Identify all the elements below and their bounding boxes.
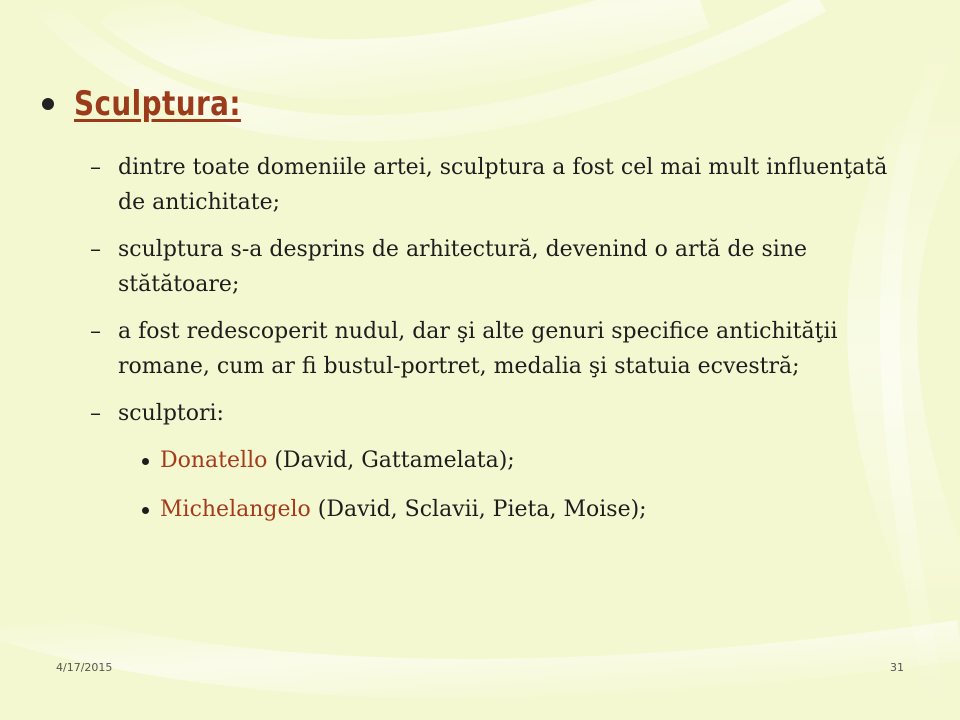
title-row	[42, 84, 278, 124]
dash-marker: –	[90, 401, 101, 426]
list-item	[90, 150, 890, 220]
sub-list-item	[90, 492, 890, 527]
list-item	[90, 232, 890, 302]
dash-marker: –	[90, 319, 101, 344]
list-item	[90, 314, 890, 384]
list-item-text: dintre toate domeniile artei, sculptura a fost cel mai mult influenţată de antichitate;	[118, 155, 888, 215]
list-item-text: sculptori:	[118, 401, 224, 426]
bullet-list	[90, 150, 890, 541]
sculptor-works: (David, Sclavii, Pieta, Moise);	[310, 497, 647, 522]
slide-title: Sculptura:	[74, 84, 241, 124]
bullet-icon	[42, 98, 54, 110]
dash-marker: –	[90, 155, 101, 180]
list-item	[90, 396, 890, 431]
list-item-text: a fost redescoperit nudul, dar şi alte genuri specifice antichităţii romane, cum ar fi bustul-portret, medalia şi statuia ecvestră;	[118, 319, 838, 379]
sculptor-name: Michelangelo	[160, 497, 311, 522]
footer-date: 4/17/2015	[56, 661, 113, 674]
footer-page-number: 31	[890, 661, 904, 674]
dash-marker: –	[90, 237, 101, 262]
sub-list-item	[90, 443, 890, 478]
list-item-text: sculptura s-a desprins de arhitectură, devenind o artă de sine stătătoare;	[118, 237, 808, 297]
sculptor-name: Donatello	[160, 448, 268, 473]
bullet-icon	[142, 458, 149, 465]
sculptor-works: (David, Gattamelata);	[267, 448, 515, 473]
bullet-icon	[142, 507, 149, 514]
